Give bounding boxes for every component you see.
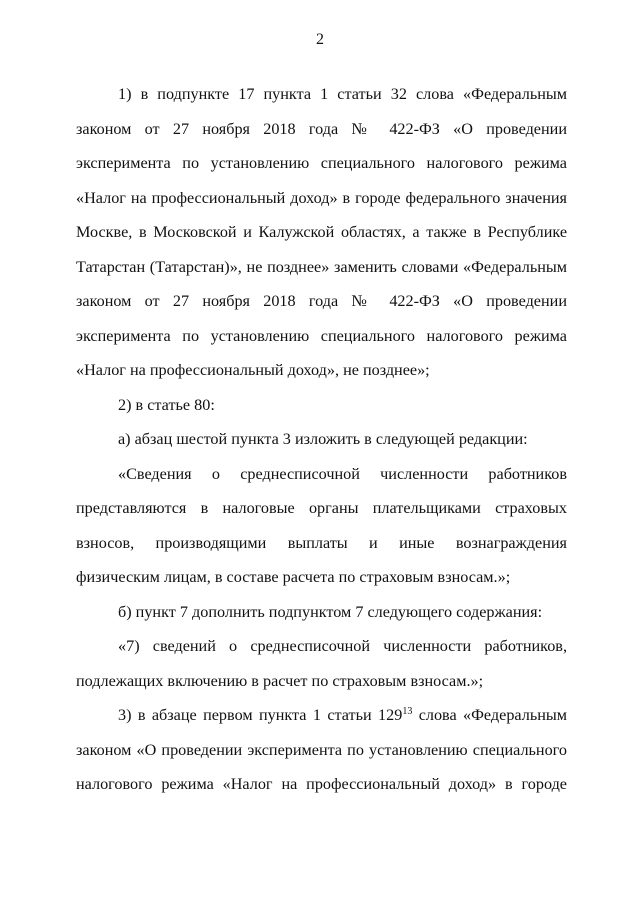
page-number: 2 (316, 31, 324, 48)
article-superscript: 13 (402, 706, 413, 717)
paragraph-amendment-3 (76, 698, 567, 802)
paragraph-amendment-3-end: слова «Федеральным законом «О проведении эксперимента по установлению специального налогового режима «Налог на профессиональный доход» в городе (76, 706, 567, 793)
paragraph-amendment-1: 1) в подпункте 17 пункта 1 статьи 32 слова «Федеральным законом от 27 ноября 2018 года № 422-ФЗ «О проведении эксперимента по установлению специального налогового режима «Налог на профессиональный доход» в городе федерального значения Москве, в Московской и Калужской областях, а также в Республике Татарстан (Татарстан)», не позднее» заменить словами «Федеральным законом от 27 ноября 2018 года № 422-ФЗ «О проведении эксперимента по установлению специального налогового режима «Налог на профессиональный доход», не позднее»; (76, 85, 567, 379)
paragraph-amendment-2: 2) в статье 80: (118, 395, 215, 414)
paragraph-amendment-2a: а) абзац шестой пункта 3 изложить в следующей редакции: (118, 430, 528, 448)
paragraph-amendment-2b: б) пункт 7 дополнить подпунктом 7 следующего содержания: (118, 602, 543, 621)
paragraph-quoted-text-1: «Сведения о среднесписочной численности работников представляются в налоговые органы плательщиками страховых взносов, производящими выплаты и иные вознаграждения физическим лицам, в составе расчета по страховым взносам.»; (76, 464, 567, 586)
document-body (76, 77, 567, 802)
paragraph-quoted-text-2: «7) сведений о среднесписочной численности работников, подлежащих включению в расчет по страховым взносам.»; (76, 637, 567, 690)
paragraph-amendment-3-start: 3) в абзаце первом пункта 1 статьи 129 (118, 706, 403, 724)
